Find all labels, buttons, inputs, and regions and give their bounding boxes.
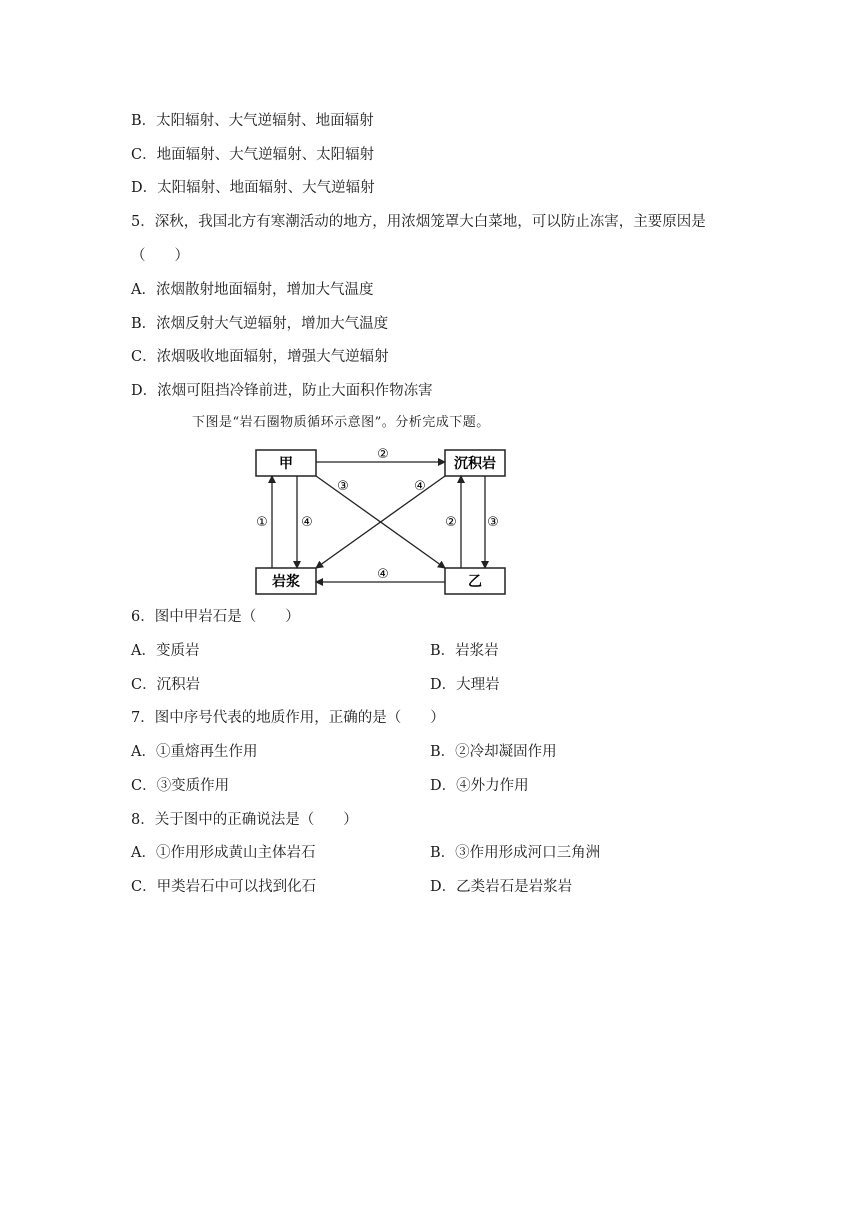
arrow-label-left-down: ④: [301, 515, 313, 530]
q6-option-c: [131, 675, 200, 695]
option-letter: B．: [430, 744, 456, 760]
q7-option-c: [131, 776, 229, 796]
q5-blank: （ ）: [131, 248, 189, 264]
figure-caption: 下图是“岩石圈物质循环示意图”。分析完成下题。: [192, 415, 490, 430]
q5-option-a: [131, 280, 373, 300]
option-letter: D．: [430, 677, 457, 693]
option-text: ②冷却凝固作用: [455, 744, 557, 760]
q8-option-a: [131, 843, 315, 863]
q6-option-b: [430, 641, 499, 661]
option-text: 甲类岩石中可以找到化石: [156, 879, 317, 895]
option-letter: D．: [131, 383, 158, 399]
option-letter: B．: [430, 845, 456, 861]
q6-option-a: [131, 641, 199, 661]
rock-cycle-diagram: [240, 440, 510, 600]
box-label-jia: 甲: [279, 456, 293, 472]
q7-stem: 7．图中序号代表的地质作用，正确的是（ ）: [131, 710, 445, 726]
option-letter: B．: [131, 316, 157, 332]
option-letter: A．: [131, 744, 156, 760]
q7-option-b: [430, 742, 557, 762]
option-letter: C．: [131, 677, 157, 693]
option-text: 岩浆岩: [455, 643, 499, 659]
option-text: ①作用形成黄山主体岩石: [155, 845, 316, 861]
option-text: 大理岩: [456, 677, 500, 693]
q5-stem: 5．深秋，我国北方有寒潮活动的地方，用浓烟笼罩大白菜地，可以防止冻害，主要原因是: [131, 214, 706, 230]
box-label-yi: 乙: [468, 574, 482, 590]
option-text: ①重熔再生作用: [155, 744, 258, 760]
q8-option-b: [430, 843, 600, 863]
arrow-label-left-up: ①: [256, 515, 268, 530]
option-letter: B．: [131, 113, 157, 129]
option-letter: C．: [131, 349, 157, 365]
q6-option-d: [430, 675, 500, 695]
arrow-label-cross-up: ④: [414, 479, 426, 494]
option-text: 变质岩: [155, 643, 200, 659]
q5-option-b: [131, 314, 388, 334]
option-text: 太阳辐射、地面辐射、大气逆辐射: [157, 180, 375, 196]
q8-option-d: [430, 877, 572, 897]
option-letter: D．: [131, 180, 158, 196]
q7-option-d: [430, 776, 529, 796]
arrow-label-top: ②: [377, 447, 389, 462]
arrow-label-right-down: ③: [487, 515, 499, 530]
option-text: 浓烟散射地面辐射，增加大气温度: [155, 282, 374, 298]
q4-option-b: [131, 111, 374, 131]
option-text: ④外力作用: [456, 778, 529, 794]
option-text: 太阳辐射、大气逆辐射、地面辐射: [156, 113, 374, 129]
option-letter: D．: [430, 879, 457, 895]
option-text: 浓烟可阻挡冷锋前进，防止大面积作物冻害: [157, 383, 433, 399]
option-letter: D．: [430, 778, 457, 794]
option-letter: A．: [131, 643, 156, 659]
arrow-label-cross-down: ③: [337, 479, 349, 494]
arrow-label-right-up: ②: [445, 515, 457, 530]
option-letter: A．: [131, 845, 156, 861]
option-letter: C．: [131, 147, 157, 163]
q5-option-c: [131, 347, 389, 367]
box-label-magma: 岩浆: [272, 574, 300, 590]
q5-option-d: [131, 381, 433, 401]
option-letter: C．: [131, 879, 157, 895]
q7-option-a: [131, 742, 257, 762]
q4-option-c: [131, 145, 374, 165]
option-text: 浓烟吸收地面辐射，增强大气逆辐射: [156, 349, 389, 365]
option-text: ③作用形成河口三角洲: [455, 845, 601, 861]
q6-stem: 6．图中甲岩石是（ ）: [131, 609, 300, 625]
option-text: 地面辐射、大气逆辐射、太阳辐射: [156, 147, 375, 163]
q8-stem: 8．关于图中的正确说法是（ ）: [131, 812, 358, 828]
option-text: ③变质作用: [156, 778, 230, 794]
option-letter: A．: [131, 282, 156, 298]
option-text: 沉积岩: [156, 677, 201, 693]
q4-option-d: [131, 178, 375, 198]
arrow-label-bottom: ④: [377, 567, 389, 582]
option-letter: B．: [430, 643, 456, 659]
option-text: 乙类岩石是岩浆岩: [456, 879, 573, 895]
box-label-sedimentary: 沉积岩: [454, 456, 496, 472]
q8-option-c: [131, 877, 316, 897]
option-letter: C．: [131, 778, 157, 794]
option-text: 浓烟反射大气逆辐射，增加大气温度: [156, 316, 389, 332]
